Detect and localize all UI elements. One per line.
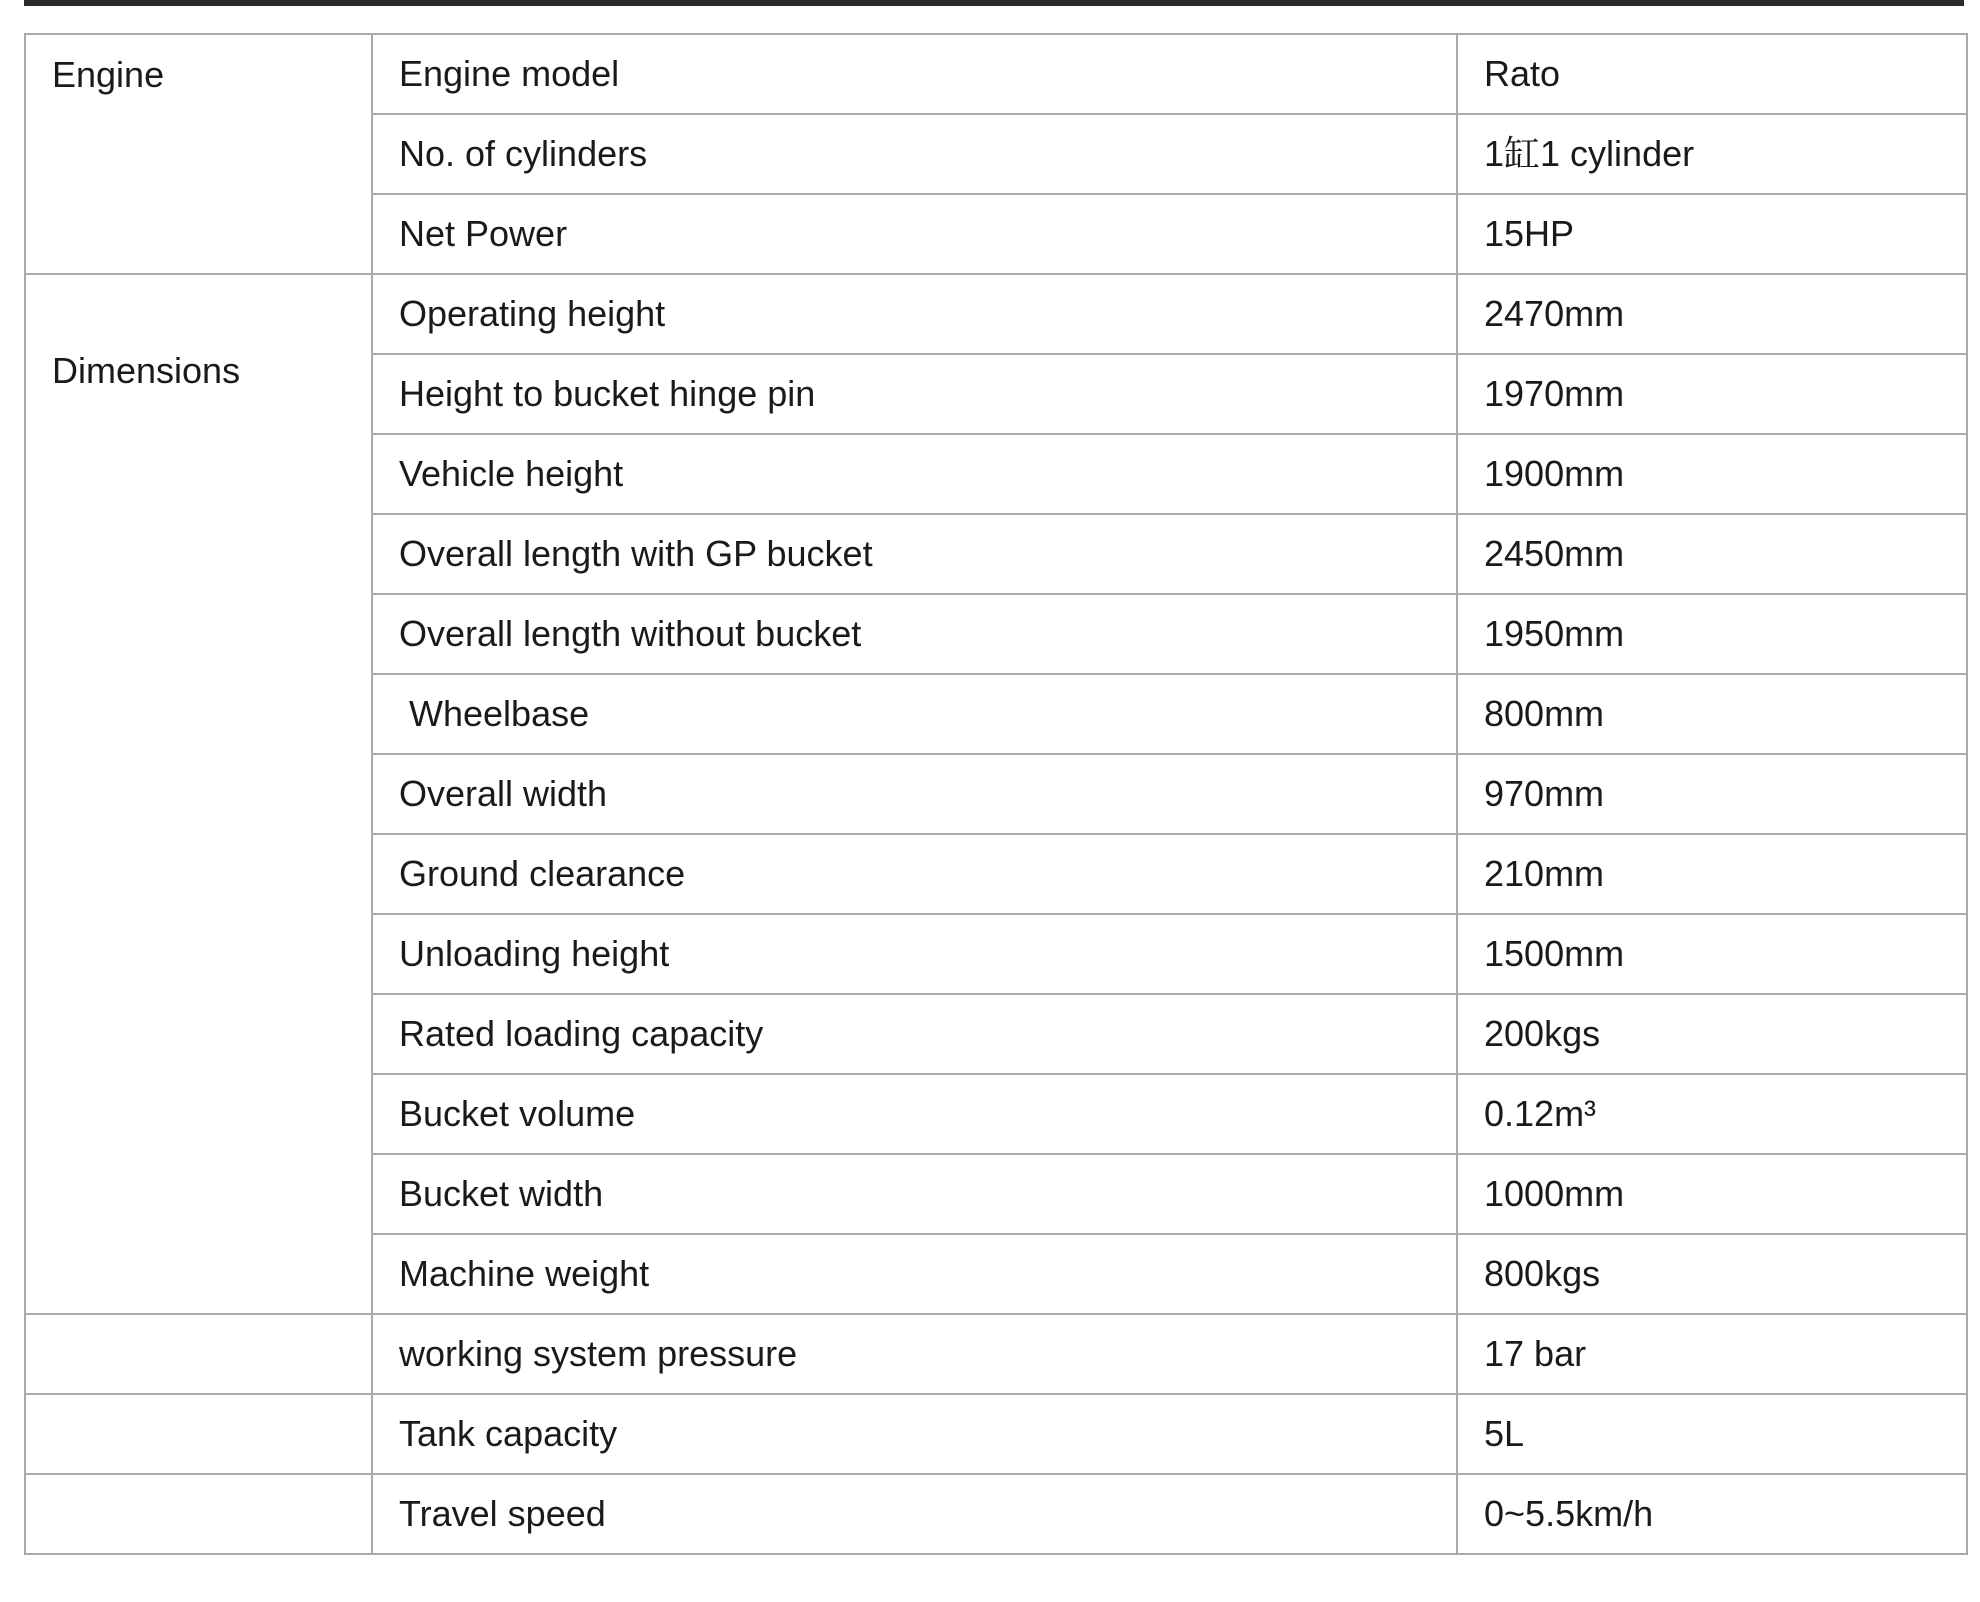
spec-label: Height to bucket hinge pin [372, 354, 1457, 434]
spec-label: Unloading height [372, 914, 1457, 994]
category-empty [25, 1474, 372, 1554]
category-dimensions: Dimensions [25, 274, 372, 1314]
spec-value: 5L [1457, 1394, 1967, 1474]
spec-value: 800mm [1457, 674, 1967, 754]
spec-label: Machine weight [372, 1234, 1457, 1314]
spec-label: Bucket volume [372, 1074, 1457, 1154]
spec-value: 2470mm [1457, 274, 1967, 354]
spec-value: 0.12m³ [1457, 1074, 1967, 1154]
spec-value: 970mm [1457, 754, 1967, 834]
spec-value: 800kgs [1457, 1234, 1967, 1314]
spec-label: Net Power [372, 194, 1457, 274]
spec-label: Engine model [372, 34, 1457, 114]
spec-value: 1950mm [1457, 594, 1967, 674]
spec-label: Wheelbase [372, 674, 1457, 754]
spec-label: Travel speed [372, 1474, 1457, 1554]
table-row [25, 1314, 1967, 1394]
spec-value: 1缸1 cylinder [1457, 114, 1967, 194]
spec-value: 1000mm [1457, 1154, 1967, 1234]
table-row [25, 1474, 1967, 1554]
spec-label: working system pressure [372, 1314, 1457, 1394]
top-divider [24, 0, 1964, 6]
table-row [25, 1394, 1967, 1474]
spec-label: Ground clearance [372, 834, 1457, 914]
spec-table [24, 33, 1968, 1555]
spec-value: 1500mm [1457, 914, 1967, 994]
spec-label: No. of cylinders [372, 114, 1457, 194]
spec-label: Rated loading capacity [372, 994, 1457, 1074]
spec-value: 0~5.5km/h [1457, 1474, 1967, 1554]
spec-value: Rato [1457, 34, 1967, 114]
table-row [25, 274, 1967, 354]
spec-label: Overall width [372, 754, 1457, 834]
category-empty [25, 1314, 372, 1394]
table-row [25, 34, 1967, 114]
spec-value: 17 bar [1457, 1314, 1967, 1394]
spec-label: Overall length without bucket [372, 594, 1457, 674]
spec-label: Operating height [372, 274, 1457, 354]
spec-value: 1970mm [1457, 354, 1967, 434]
spec-label: Overall length with GP bucket [372, 514, 1457, 594]
spec-value: 200kgs [1457, 994, 1967, 1074]
spec-value: 1900mm [1457, 434, 1967, 514]
spec-value: 210mm [1457, 834, 1967, 914]
spec-label: Vehicle height [372, 434, 1457, 514]
category-engine: Engine [25, 34, 372, 274]
spec-value: 2450mm [1457, 514, 1967, 594]
spec-label: Tank capacity [372, 1394, 1457, 1474]
spec-label: Bucket width [372, 1154, 1457, 1234]
spec-value: 15HP [1457, 194, 1967, 274]
category-empty [25, 1394, 372, 1474]
